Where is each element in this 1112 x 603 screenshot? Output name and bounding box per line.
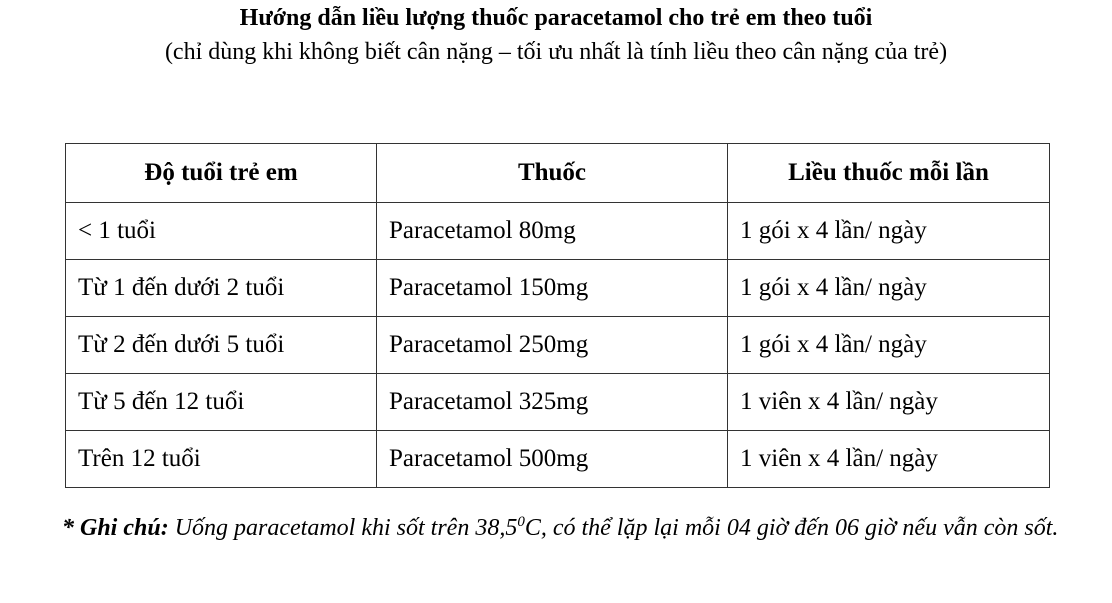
- header-dose: Liều thuốc mỗi lần: [728, 144, 1050, 203]
- table-row: [66, 317, 1050, 374]
- dosage-table: [65, 143, 1050, 488]
- note-text-after: C, có thể lặp lại mỗi 04 giờ đến 06 giờ nếu vẫn còn sốt.: [524, 515, 1059, 541]
- table-row: [66, 374, 1050, 431]
- cell-medicine: Paracetamol 325mg: [377, 374, 728, 431]
- table-row: [66, 260, 1050, 317]
- cell-dose: 1 gói x 4 lần/ ngày: [728, 260, 1050, 317]
- cell-dose: 1 gói x 4 lần/ ngày: [728, 203, 1050, 260]
- cell-dose: 1 viên x 4 lần/ ngày: [728, 374, 1050, 431]
- cell-age: Từ 2 đến dưới 5 tuổi: [66, 317, 377, 374]
- cell-medicine: Paracetamol 500mg: [377, 431, 728, 488]
- footnote: [62, 510, 1072, 546]
- page-subtitle: (chỉ dùng khi không biết cân nặng – tối ưu nhất là tính liều theo cân nặng của trẻ): [164, 39, 948, 65]
- cell-age: Trên 12 tuổi: [66, 431, 377, 488]
- cell-medicine: Paracetamol 250mg: [377, 317, 728, 374]
- table-row: [66, 203, 1050, 260]
- cell-dose: 1 viên x 4 lần/ ngày: [728, 431, 1050, 488]
- table-row: [66, 431, 1050, 488]
- cell-age: Từ 5 đến 12 tuổi: [66, 374, 377, 431]
- header-medicine: Thuốc: [377, 144, 728, 203]
- header-age: Độ tuổi trẻ em: [66, 144, 377, 203]
- table-header-row: [66, 144, 1050, 203]
- cell-medicine: Paracetamol 80mg: [377, 203, 728, 260]
- degree-superscript: 0: [517, 514, 525, 530]
- cell-medicine: Paracetamol 150mg: [377, 260, 728, 317]
- cell-dose: 1 gói x 4 lần/ ngày: [728, 317, 1050, 374]
- cell-age: Từ 1 đến dưới 2 tuổi: [66, 260, 377, 317]
- note-label: * Ghi chú:: [62, 515, 169, 541]
- cell-age: < 1 tuổi: [66, 203, 377, 260]
- page-title: Hướng dẫn liều lượng thuốc paracetamol cho trẻ em theo tuổi: [239, 5, 873, 31]
- note-text-before: Uống paracetamol khi sốt trên 38,5: [168, 515, 518, 541]
